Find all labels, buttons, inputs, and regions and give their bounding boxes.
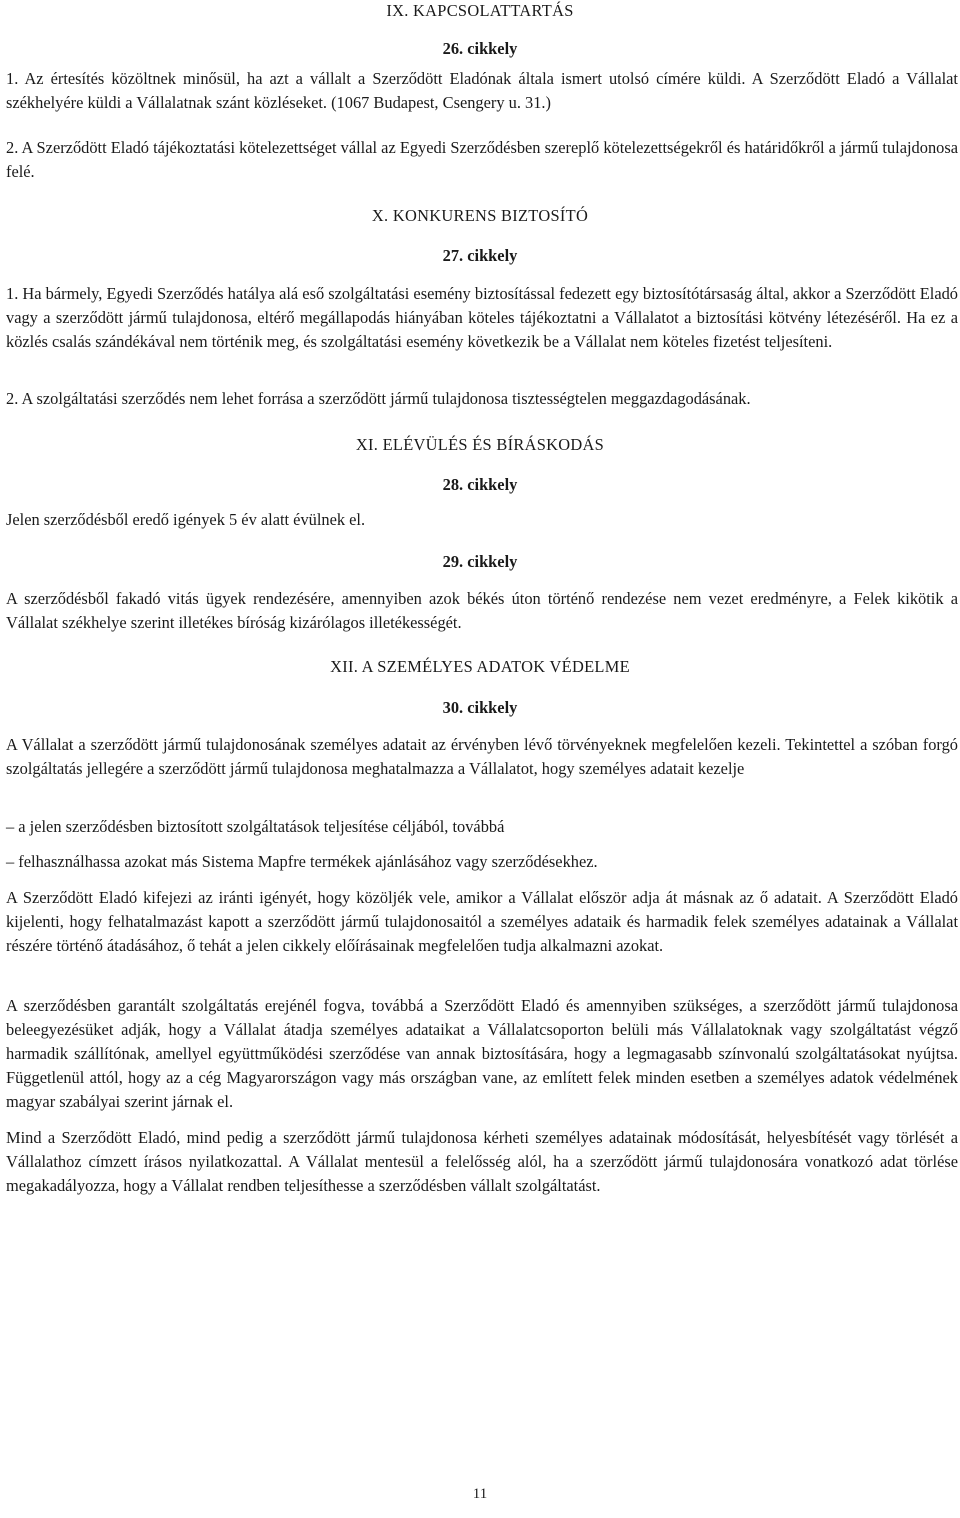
- article-29-paragraph-1: A szerződésből fakadó vitás ügyek rendezésére, amennyiben azok békés úton történő rendezése nem vezet eredményre, a Felek kikötik a Vállalat székhelye szerint illetékes bíróság kizárólagos illetékességét.: [6, 589, 958, 632]
- article-title-27: 27. cikkely: [442, 246, 518, 265]
- article-26-paragraph-2: 2. A Szerződött Eladó tájékoztatási kötelezettséget vállal az Egyedi Szerződésben szereplő kötelezettségekről és határidőkről a jármű tulajdonosa felé.: [6, 138, 958, 181]
- article-30-list-item-1: – a jelen szerződésben biztosított szolgáltatások teljesítése céljából, továbbá: [6, 817, 505, 836]
- article-title-29: 29. cikkely: [442, 552, 518, 571]
- article-26-paragraph-1: 1. Az értesítés közöltnek minősül, ha azt a vállalt a Szerződött Eladónak általa ismert utolsó címére küldi. A Szerződött Eladó a Vállalat székhelyére küldi a Vállalatnak szánt közléseket. (1067 Budapest, Csengery u. 31.): [6, 69, 958, 112]
- article-30-paragraph-4: Mind a Szerződött Eladó, mind pedig a szerződött jármű tulajdonosa kérheti személyes adatainak módosítását, helyesbítését vagy törlését a Vállalathoz címzett írásos nyilatkozattal. A Vállalat mentesül a felelősség alól, ha a szerződött jármű tulajdonosára vonatkozó adat törlése megakadályozza, hogy a Vállalat rendben teljesíthesse a szerződésben vállalt szolgáltatást.: [6, 1128, 958, 1195]
- chapter-title-ix: IX. KAPCSOLATTARTÁS: [386, 1, 574, 20]
- chapter-title-xi: XI. ELÉVÜLÉS ÉS BÍRÁSKODÁS: [355, 435, 605, 454]
- article-27-paragraph-1: 1. Ha bármely, Egyedi Szerződés hatálya alá eső szolgáltatási esemény biztosítással fedezett egy biztosítótársaság által, akkor a Szerződött Eladó vagy a szerződött jármű tulajdonosa, eltérő megállapodás hiányában köteles tájékoztatni a Vállalatot a biztosítási kötvény létezéséről. Ha ez a közlés csalás szándékával nem történik meg, és szolgáltatási esemény következik be a Vállalat nem köteles fizetést teljesíteni.: [6, 284, 958, 351]
- chapter-title-x: X. KONKURENS BIZTOSÍTÓ: [371, 206, 589, 225]
- article-30-paragraph-2: A Szerződött Eladó kifejezi az iránti igényét, hogy közöljék vele, amikor a Vállalat először adja át másnak az ő adatait. A Szerződött Eladó kijelenti, hogy felhatalmazást kapott a szerződött jármű tulajdonosaitól a személyes adataik és harmadik felek személyes adatainak a Vállalat részére történő átadásához, ő tehát a jelen cikkely előírásainak megfelelően tudja alkalmazni azokat.: [6, 888, 958, 955]
- chapter-title-xii: XII. A SZEMÉLYES ADATOK VÉDELME: [330, 657, 630, 676]
- article-30-paragraph-3: A szerződésben garantált szolgáltatás erejénél fogva, továbbá a Szerződött Eladó és amennyiben szükséges, a szerződött jármű tulajdonosa beleegyezésüket adják, hogy a Vállalat átadja személyes adataikat a Vállalatcsoporton belüli más Vállalatoknak vagy szolgáltatást végző harmadik szállítónak, amellyel együttműködési szerződése van annak biztosítására, hogy a legmagasabb színvonalú szolgáltatásokat nyújtsa. Függetlenül attól, hogy az a cég Magyarországon vagy más országban vane, az említett felek minden esetben a személyes adatok védelmének magyar szabályai szerint járnak el.: [6, 996, 958, 1111]
- article-title-30: 30. cikkely: [442, 698, 518, 717]
- article-27-paragraph-2: 2. A szolgáltatási szerződés nem lehet forrása a szerződött jármű tulajdonosa tisztességtelen meggazdagodásának.: [6, 389, 751, 408]
- article-30-paragraph-1: A Vállalat a szerződött jármű tulajdonosának személyes adatait az érvényben lévő törvényeknek megfelelően kezeli. Tekintettel a szóban forgó szolgáltatás jellegére a szerződött jármű tulajdonosa meghatalmazza a Vállalatot, hogy személyes adatait kezelje: [6, 735, 958, 778]
- article-30-list-item-2: – felhasználhassa azokat más Sistema Mapfre termékek ajánlásához vagy szerződésekhez.: [6, 852, 598, 871]
- article-title-26: 26. cikkely: [442, 39, 518, 58]
- page-number: 11: [472, 1486, 488, 1502]
- article-title-28: 28. cikkely: [442, 475, 518, 494]
- article-28-paragraph-1: Jelen szerződésből eredő igények 5 év alatt évülnek el.: [6, 510, 366, 529]
